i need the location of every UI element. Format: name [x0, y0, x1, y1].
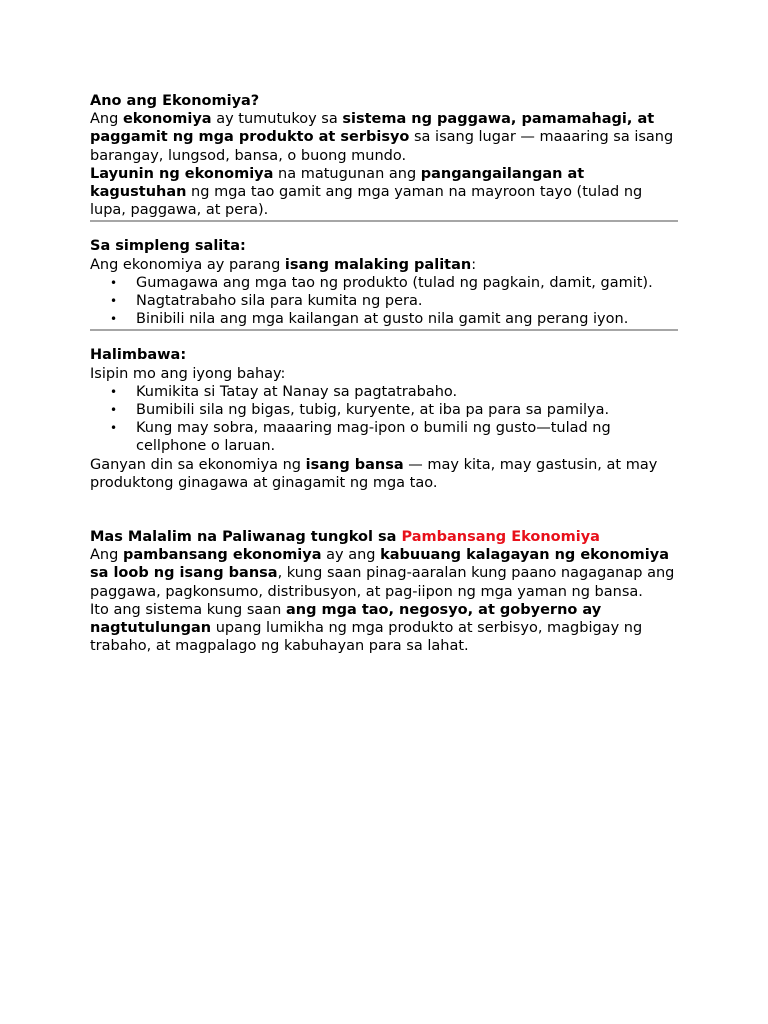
section-heading-simpleng-salita: Sa simpleng salita: [90, 238, 246, 255]
bold-run: isang bansa [305, 456, 404, 473]
text-run: , kung saan pinag-aaralan kung paano nagaganap ang paggawa, pagkonsumo, distribusyon, at pag-iipon ng mga yaman ng bansa. [90, 565, 675, 600]
goal-paragraph [90, 165, 680, 220]
section-spacer [90, 492, 680, 528]
intro-paragraph [90, 256, 680, 274]
text-run: Ito ang sistema kung saan [90, 601, 286, 618]
list-item-text: Bumibili sila ng bigas, tubig, kuryente, at iba pa para sa pamilya. [136, 402, 610, 419]
bullet-icon: • [110, 403, 118, 418]
bullet-icon: • [110, 421, 118, 436]
bold-run: sistema ng paggawa, pamamahagi, at paggamit ng mga produkto at serbisyo [90, 111, 655, 146]
bullet-list [90, 274, 680, 329]
list-item-text: Kung may sobra, maaaring mag-ipon o bumili ng gusto—tulad ng cellphone o laruan. [136, 420, 611, 455]
list-item [90, 310, 680, 328]
bold-run: kabuuang kalagayan ng ekonomiya sa loob ng isang bansa [90, 547, 669, 582]
text-run: — may kita, may gastusin, at may produktong ginagawa at ginagamit ng mga tao. [90, 456, 658, 491]
document-content [90, 92, 680, 655]
text-run: upang lumikha ng mga produkto at serbisyo, magbigay ng trabaho, at magpalago ng kabuhayan para sa lahat. [90, 620, 643, 655]
list-item-text: Binibili nila ang mga kailangan at gusto nila gamit ang perang iyon. [136, 311, 629, 328]
list-item [90, 292, 680, 310]
bold-run: ekonomiya [122, 111, 212, 128]
system-paragraph [90, 601, 680, 656]
section-heading-ano-ang-ekonomiya: Ano ang Ekonomiya? [90, 93, 260, 109]
heading-highlight-text: Pambansang Ekonomiya [401, 529, 600, 546]
definition-paragraph [90, 110, 680, 165]
bold-run: ang mga tao, negosyo, at gobyerno ay nagtutulungan [90, 601, 602, 637]
bullet-icon: • [110, 384, 118, 399]
bullet-icon: • [110, 312, 118, 327]
text-run: ay tumutukoy sa [211, 111, 343, 128]
national-economy-paragraph [90, 546, 680, 601]
horizontal-divider [90, 220, 678, 222]
horizontal-divider [90, 329, 678, 331]
heading-text: Mas Malalim na Paliwanag tungkol sa [90, 529, 402, 546]
section-heading-pambansang-ekonomiya [90, 528, 680, 546]
list-item [90, 274, 680, 292]
text-run: : [471, 256, 477, 273]
list-item-text: Kumikita si Tatay at Nanay sa pagtatrabaho. [136, 383, 458, 400]
intro-paragraph: Isipin mo ang iyong bahay: [90, 365, 286, 382]
list-item [90, 419, 680, 455]
text-run: Ang ekonomiya ay parang [90, 256, 285, 273]
text-run: Ganyan din sa ekonomiya ng [90, 456, 306, 473]
text-run: Ang [90, 547, 123, 564]
list-item-text: Gumagawa ang mga tao ng produkto (tulad ng pagkain, damit, gamit). [136, 274, 653, 291]
bold-run: Layunin ng ekonomiya [90, 165, 274, 182]
section-heading-halimbawa: Halimbawa: [90, 347, 187, 364]
bold-run: isang malaking palitan [284, 256, 472, 273]
bullet-list [90, 383, 680, 456]
text-run: sa isang lugar — maaaring sa isang barangay, lungsod, bansa, o buong mundo. [90, 129, 674, 164]
bullet-icon: • [110, 275, 118, 290]
text-run: ay ang [321, 547, 381, 564]
closing-paragraph [90, 456, 680, 492]
text-run: Ang [90, 111, 123, 128]
list-item [90, 401, 680, 419]
list-item-text: Nagtatrabaho sila para kumita ng pera. [136, 293, 423, 310]
text-run: ng mga tao gamit ang mga yaman na mayroon tayo (tulad ng lupa, paggawa, at pera). [90, 184, 643, 219]
list-item [90, 383, 680, 401]
bold-run: pangangailangan at kagustuhan [90, 165, 585, 201]
bold-run: pambansang ekonomiya [122, 547, 322, 564]
text-run: na matugunan ang [273, 165, 421, 182]
bullet-icon: • [110, 294, 118, 309]
